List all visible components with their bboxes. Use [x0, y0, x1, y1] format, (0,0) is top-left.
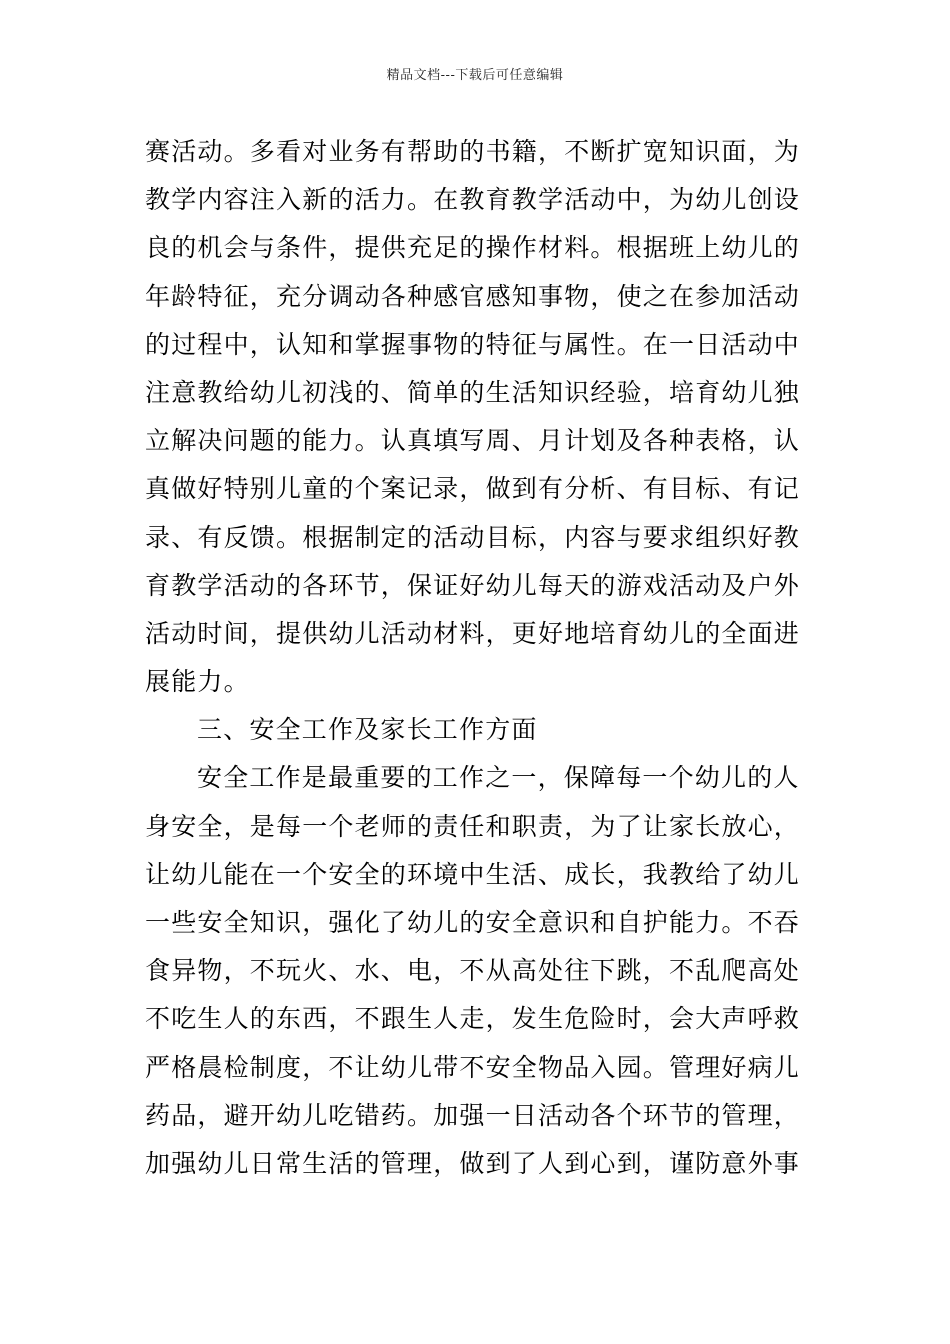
text-line: 药品，避开幼儿吃错药。加强一日活动各个环节的管理，	[145, 1100, 801, 1130]
text-line: 不吃生人的东西，不跟生人走，发生危险时，会大声呼救	[145, 1004, 801, 1034]
text-line: 真做好特别儿童的个案记录，做到有分析、有目标、有记	[145, 474, 801, 504]
text-line: 活动时间，提供幼儿活动材料，更好地培育幼儿的全面进	[145, 618, 801, 648]
page-header: 精品文档---下载后可任意编辑	[386, 68, 564, 83]
text-line: 录、有反馈。根据制定的活动目标，内容与要求组织好教	[145, 522, 801, 552]
text-line: 的过程中，认知和掌握事物的特征与属性。在一日活动中	[145, 329, 801, 359]
text-line: 年龄特征，充分调动各种感官感知事物，使之在参加活动	[145, 281, 801, 311]
text-line: 展能力。	[145, 667, 250, 697]
text-line: 良的机会与条件，提供充足的操作材料。根据班上幼儿的	[145, 233, 801, 263]
text-line: 食异物，不玩火、水、电，不从高处往下跳，不乱爬高处	[145, 956, 801, 986]
text-line: 让幼儿能在一个安全的环境中生活、成长，我教给了幼儿	[145, 859, 801, 889]
text-line: 赛活动。多看对业务有帮助的书籍，不断扩宽知识面，为	[145, 137, 801, 166]
document-body	[145, 128, 815, 1188]
text-line: 一些安全知识，强化了幼儿的安全意识和自护能力。不吞	[145, 908, 801, 937]
text-line: 身安全，是每一个老师的责任和职责，为了让家长放心，	[145, 811, 801, 841]
text-line: 教学内容注入新的活力。在教育教学活动中，为幼儿创设	[145, 185, 801, 215]
text-line: 加强幼儿日常生活的管理，做到了人到心到，谨防意外事	[145, 1148, 801, 1178]
text-line: 立解决问题的能力。认真填写周、月计划及各种表格，认	[145, 426, 801, 456]
text-line: 育教学活动的各环节，保证好幼儿每天的游戏活动及户外	[145, 570, 801, 600]
text-line: 严格晨检制度，不让幼儿带不安全物品入园。管理好病儿	[145, 1052, 801, 1082]
text-line: 注意教给幼儿初浅的、简单的生活知识经验，培育幼儿独	[145, 377, 801, 407]
text-line: 安全工作是最重要的工作之一，保障每一个幼儿的人	[197, 763, 800, 793]
section-heading: 三、安全工作及家长工作方面	[197, 715, 538, 745]
